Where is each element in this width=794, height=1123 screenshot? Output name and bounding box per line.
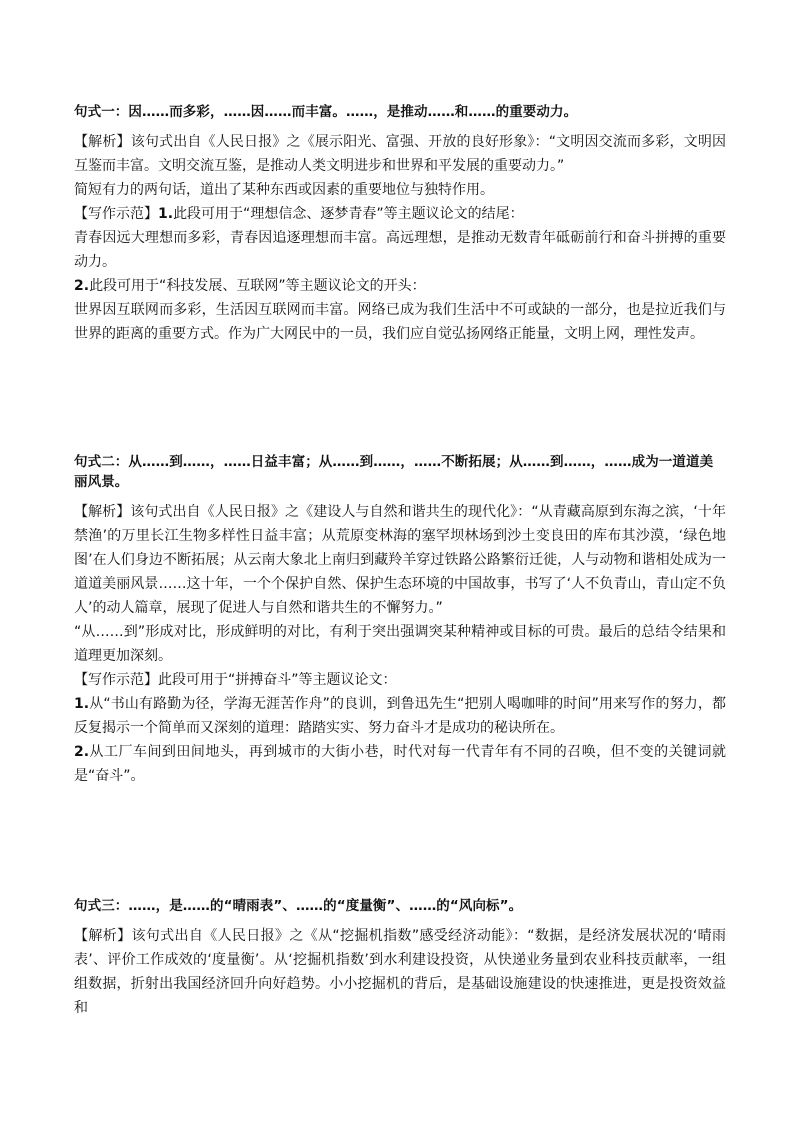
example-tag: 【写作示范】 [74,206,158,222]
paragraph [74,226,726,274]
section-3 [74,896,726,1020]
example-tag: 【写作示范】 [74,672,158,688]
paragraph [74,274,726,298]
analysis-paragraph [74,500,726,620]
paragraph-text: 该句式出自《人民日报》之《建设人与自然和谐共生的现代化》：“从青藏高原到东海之滨，‘十年禁渔’的万里长江生物多样性日益丰富；从荒原变林海的塞罕坝林场到沙土变良田的库布其沙漠，‘绿色地图’在人们身边不断拓展；从云南大象北上南归到藏羚羊穿过铁路公路繁衍迁徙，人与动物和谐相处成为一道道美丽风景……这十年，一个个保护自然、保护生态环境的中国故事，书写了‘人不负青山，青山定不负人’的动人篇章，展现了促进人与自然和谐共生的不懈努力。” [74,504,726,616]
paragraph-text: 从“书山有路勤为径，学海无涯苦作舟”的良训，到鲁迅先生“把别人喝咖啡的时间”用来写作的努力，都反复揭示一个简单而又深刻的道理：踏踏实实、努力奋斗才是成功的秘诀所在。 [74,696,726,736]
analysis-paragraph [74,924,726,1020]
analysis-paragraph [74,130,726,178]
paragraph-text: 此段可用于“拼搏奋斗”等主题议论文： [158,672,397,688]
section-2 [74,452,726,788]
item-number: 1. [158,206,174,222]
item-number: 2. [74,744,90,760]
analysis-tag: 【解析】 [74,928,132,944]
section-heading: 句式二：从……到……，……日益丰富；从……到……，……不断拓展；从……到……，……成为一道道美丽风景。 [74,454,714,490]
paragraph-text: 世界因互联网而多彩，生活因互联网而丰富。网络已成为我们生活中不可或缺的一部分，也是拉近我们与世界的距离的重要方式。作为广大网民中的一员，我们应自觉弘扬网络正能量，文明上网，理性发声。 [74,302,726,342]
section-heading: 句式三：……，是……的“晴雨表”、……的“度量衡”、……的“风向标”。 [74,898,523,914]
analysis-tag: 【解析】 [74,134,131,150]
example-paragraph [74,202,726,226]
section-1 [74,102,726,346]
item-number: 2. [74,278,90,294]
paragraph-text: 该句式出自《人民日报》之《展示阳光、富强、开放的良好形象》：“文明因交流而多彩，文明因互鉴而丰富。文明交流互鉴，是推动人类文明进步和世界和平发展的重要动力。” [74,134,726,174]
analysis-tag: 【解析】 [74,504,131,520]
paragraph-text: 从工厂车间到田间地头，再到城市的大街小巷，时代对每一代青年有不同的召唤，但不变的关键词就是“奋斗”。 [74,744,726,784]
paragraph [74,178,726,202]
paragraph-text: “从……到”形成对比，形成鲜明的对比，有利于突出强调突某种精神或目标的可贵。最后的总结令结果和道理更加深刻。 [74,624,726,664]
paragraph-text: 此段可用于“理想信念、逐梦青春”等主题议论文的结尾： [173,206,524,222]
paragraph [74,620,726,668]
paragraph [74,740,726,788]
item-number: 1. [74,696,90,712]
paragraph-text: 青春因远大理想而多彩，青春因追逐理想而丰富。高远理想，是推动无数青年砥砺前行和奋斗拼搏的重要动力。 [74,230,726,270]
example-paragraph [74,668,726,692]
paragraph [74,692,726,740]
paragraph [74,298,726,346]
paragraph-text: 此段可用于“科技发展、互联网”等主题议论文的开头： [89,278,426,294]
section-heading: 句式一：因……而多彩，……因……而丰富。……，是推动……和……的重要动力。 [74,104,578,120]
paragraph-text: 简短有力的两句话，道出了某种东西或因素的重要地位与独特作用。 [74,182,494,198]
paragraph-text: 该句式出自《人民日报》之《从“挖掘机指数”感受经济动能》：“数据，是经济发展状况的‘晴雨表’、评价工作成效的‘度量衡’。从‘挖掘机指数’到水利建设投资，从快递业务量到农业科技贡献率，一组组数据，折射出我国经济回升向好趋势。小小挖掘机的背后，是基础设施建设的快速推进，更是投资效益和 [74,928,726,1016]
